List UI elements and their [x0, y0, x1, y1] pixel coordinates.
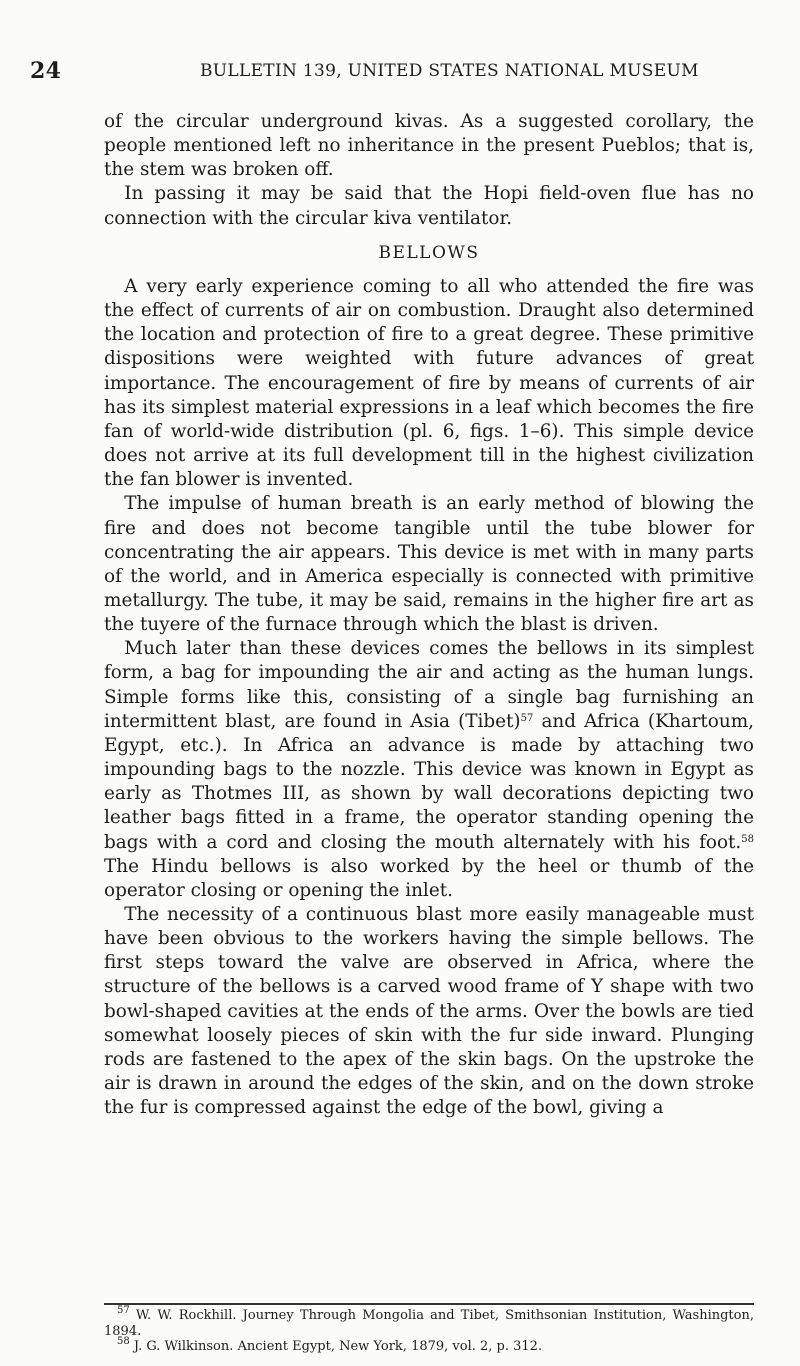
paragraph-text: Much later than these devices comes the bellows in its simplest form, a bag for impounding the air and acting as the human lungs. Simple forms like this, consisting of a single bag furnishing an intermittent blast, are found in Asia (Tibet) — [104, 638, 754, 732]
paragraph: of the circular underground kivas. As a suggested corollary, the people mentioned left no inheritance in the present Pueblos; that is, the stem was broken off. — [104, 111, 754, 181]
body-text — [104, 110, 754, 1120]
section-heading: BELLOWS — [378, 242, 480, 263]
page-number: 24 — [30, 58, 62, 84]
paragraph-text: and Africa (Khartoum, Egypt, etc.). In Africa an advance is made by attaching two impounding bags to the nozzle. This device was known in Egypt as early as Thotmes III, as shown by wall decorations depicting two leather bags fitted in a frame, the operator standing opening the bags with a cord and closing the mouth alternately with his foot. — [104, 710, 754, 853]
footnote-text: W. W. Rockhill. Journey Through Mongolia and Tibet, Smithsonian Institution, Washington, 1894. — [104, 1308, 754, 1339]
paragraph: A very early experience coming to all who attended the fire was the effect of currents of air on combustion. Draught also determined the location and protection of fire to a great degree. These primitive dispositions were weighted with future advances of great importance. The encouragement of fire by means of currents of air has its simplest material expressions in a leaf which becomes the fire fan of world-wide distribution (pl. 6, figs. 1–6). This simple device does not arrive at its full development till in the highest civilization the fan blower is invented. — [104, 275, 754, 491]
footnote-ref: 57 — [520, 712, 534, 724]
paragraph — [104, 637, 754, 903]
paragraph-text: The Hindu bellows is also worked by the heel or thumb of the operator closing or opening the inlet. — [104, 855, 754, 901]
footnote-text: J. G. Wilkinson. Ancient Egypt, New York, 1879, vol. 2, p. 312. — [133, 1339, 543, 1354]
footnote-mark: 57 — [117, 1305, 130, 1316]
running-title: BULLETIN 139, UNITED STATES NATIONAL MUSEUM — [200, 61, 699, 81]
paragraph: In passing it may be said that the Hopi field-oven flue has no connection with the circular kiva ventilator. — [104, 183, 754, 229]
footnote-mark: 58 — [117, 1336, 130, 1347]
footnote — [104, 1336, 754, 1355]
paragraph: The impulse of human breath is an early method of blowing the fire and does not become tangible until the tube blower for concentrating the air appears. This device is met with in many parts of the world, and in America especially is connected with primitive metallurgy. The tube, it may be said, remains in the higher fire art as the tuyere of the furnace through which the blast is driven. — [104, 493, 754, 636]
paragraph: The necessity of a continuous blast more easily manageable must have been obvious to the workers having the simple bellows. The first steps toward the valve are observed in Africa, where the structure of the bellows is a carved wood frame of Y shape with two bowl-shaped cavities at the ends of the arms. Over the bowls are tied somewhat loosely pieces of skin with the fur side inward. Plunging rods are fastened to the apex of the skin bags. On the upstroke the air is drawn in around the edges of the skin, and on the down stroke the fur is compressed against the edge of the bowl, giving a — [104, 904, 754, 1119]
footnotes — [104, 1305, 754, 1355]
footnote-rule — [104, 1303, 754, 1305]
footnote-ref: 58 — [741, 833, 754, 845]
footnote — [104, 1305, 754, 1339]
